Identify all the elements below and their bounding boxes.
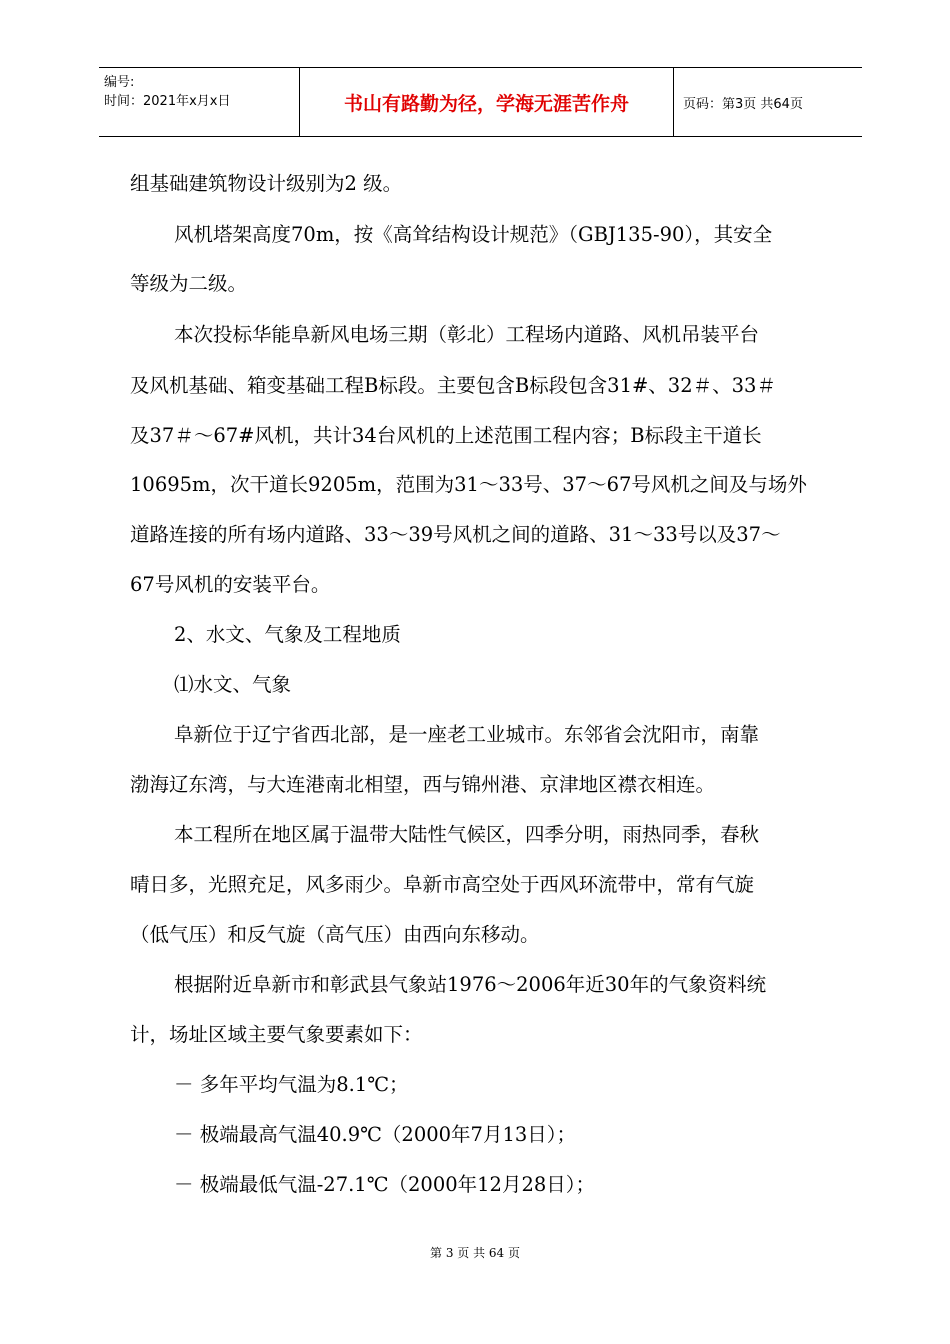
text-line: 10695m，次干道长9205m，范围为31～33号、37～67号风机之间及与场外 [130, 473, 807, 496]
page-header [99, 67, 862, 137]
document-time-label: 时间：2021年x月x日 [104, 94, 231, 109]
document-number-label: 编号: [104, 75, 135, 90]
text-line: （低气压）和反气旋（高气压）由西向东移动。 [130, 923, 540, 946]
text-line: 风机塔架高度70m，按《高耸结构设计规范》（GBJ135-90），其安全 [174, 223, 773, 246]
text-line: 本工程所在地区属于温带大陆性气候区，四季分明，雨热同季，春秋 [174, 823, 760, 846]
subsection-heading: ⑴水文、气象 [174, 673, 292, 696]
text-line: 及37＃～67#风机，共计34台风机的上述范围工程内容；B标段主干道长 [130, 424, 762, 447]
text-line: 渤海辽东湾，与大连港南北相望，西与锦州港、京津地区襟衣相连。 [130, 773, 716, 796]
text-line: 晴日多，光照充足，风多雨少。阜新市高空处于西风环流带中，常有气旋 [130, 873, 755, 896]
list-item: － 多年平均气温为8.1℃； [174, 1073, 409, 1096]
section-heading: 2、水文、气象及工程地质 [174, 623, 401, 646]
header-meta [99, 68, 300, 136]
text-line: 本次投标华能阜新风电场三期（彰北）工程场内道路、风机吊装平台 [174, 323, 760, 346]
list-item: － 极端最高气温40.9℃（2000年7月13日）； [174, 1123, 577, 1146]
text-line: 计，场址区域主要气象要素如下： [130, 1023, 423, 1046]
text-line: 阜新位于辽宁省西北部，是一座老工业城市。东邻省会沈阳市，南靠 [174, 723, 760, 746]
text-line: 及风机基础、箱变基础工程B标段。主要包含B标段包含31#、32＃、33＃ [130, 374, 776, 397]
text-line: 67号风机的安装平台。 [130, 573, 331, 596]
list-item: － 极端最低气温-27.1℃（2000年12月28日）； [174, 1173, 596, 1196]
text-line: 等级为二级。 [130, 272, 248, 295]
header-page-info: 页码：第3页 共64页 [683, 96, 803, 112]
text-line: 组基础建筑物设计级别为2 级。 [130, 172, 403, 195]
header-motto: 书山有路勤为径，学海无涯苦作舟 [300, 68, 674, 136]
text-line: 道路连接的所有场内道路、33～39号风机之间的道路、31～33号以及37～ [130, 523, 781, 546]
page-footer: 第 3 页 共 64 页 [430, 1246, 520, 1260]
text-line: 根据附近阜新市和彰武县气象站1976～2006年近30年的气象资料统 [174, 973, 767, 996]
